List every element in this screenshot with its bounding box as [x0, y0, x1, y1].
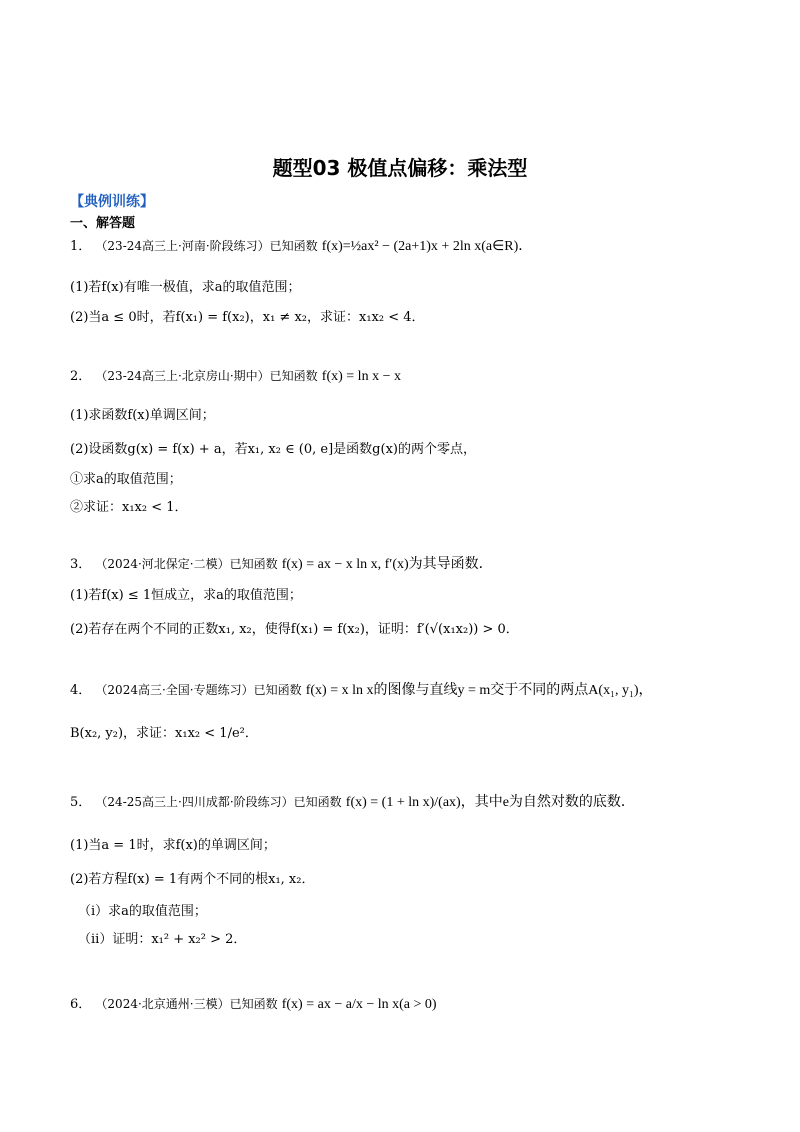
question-2-stem	[70, 366, 401, 387]
question-source: （2024·北京通州·三模）已知函数	[95, 997, 278, 1011]
question-number: 2．	[70, 369, 92, 384]
question-5-stem	[70, 792, 635, 813]
question-4-part-1: B(x₂, y₂)，求证：x₁x₂ < 1/e²．	[70, 726, 258, 741]
question-number: 4．	[70, 683, 92, 698]
question-formula: f(x)=½ax² − (2a+1)x + 2ln x(a∈R)．	[321, 239, 533, 254]
question-source: （2024·河北保定·二模）已知函数	[95, 557, 278, 571]
question-1-part-2: (2)当a ≤ 0时，若f(x₁) = f(x₂)，x₁ ≠ x₂，求证：x₁x₂ < 4．	[70, 310, 425, 325]
section-subtitle: 一、解答题	[70, 216, 136, 231]
question-number: 3．	[70, 557, 92, 572]
question-2-part-4: ②求证：x₁x₂ < 1．	[70, 500, 188, 515]
question-2-part-2: (2)设函数g(x) = f(x) + a，若x₁, x₂ ∈ (0, e]是函数g(x)的两个零点，	[70, 442, 476, 457]
question-2-part-3: ①求a的取值范围；	[70, 472, 182, 487]
question-6-stem	[70, 994, 437, 1015]
question-4-stem	[70, 680, 653, 701]
question-formula: f(x) = (1 + ln x)/(ax)，其中e为自然对数的底数．	[345, 795, 635, 810]
question-number: 6．	[70, 997, 92, 1012]
question-2-part-1: (1)求函数f(x)单调区间；	[70, 408, 215, 423]
question-5-part-2: (2)若方程f(x) = 1有两个不同的根x₁, x₂．	[70, 872, 315, 887]
question-5-part-3: （i）求a的取值范围；	[78, 904, 207, 919]
question-source: （23-24高三上·河南·阶段练习）已知函数	[95, 239, 318, 253]
question-source: （2024高三·全国·专题练习）已知函数	[95, 683, 302, 697]
question-source: （23-24高三上·北京房山·期中）已知函数	[95, 369, 318, 383]
question-1-stem	[70, 236, 532, 257]
section-tag: 【典例训练】	[70, 194, 154, 210]
question-3-part-1: (1)若f(x) ≤ 1恒成立，求a的取值范围；	[70, 588, 302, 603]
question-formula: f(x) = ax − x ln x, f′(x)为其导函数．	[281, 557, 493, 572]
question-formula: f(x) = ln x − x	[321, 369, 401, 384]
page-title: 题型03 极值点偏移：乘法型	[272, 156, 528, 180]
question-3-part-2: (2)若存在两个不同的正数x₁, x₂，使得f(x₁) = f(x₂)，证明：f′(√(x₁x₂)) > 0．	[70, 622, 519, 637]
question-source: （24-25高三上·四川成都·阶段练习）已知函数	[95, 795, 342, 809]
question-5-part-4: （ii）证明：x₁² + x₂² > 2．	[78, 932, 247, 947]
question-3-stem	[70, 554, 493, 575]
question-number: 5．	[70, 795, 92, 810]
question-1-part-1: (1)若f(x)有唯一极值，求a的取值范围；	[70, 280, 301, 295]
question-5-part-1: (1)当a = 1时，求f(x)的单调区间；	[70, 838, 276, 853]
question-formula: f(x) = x ln x的图像与直线y = m交于不同的两点A(x₁, y₁)，	[305, 683, 653, 698]
question-formula: f(x) = ax − a/x − ln x(a > 0)	[281, 997, 437, 1012]
question-number: 1．	[70, 239, 92, 254]
